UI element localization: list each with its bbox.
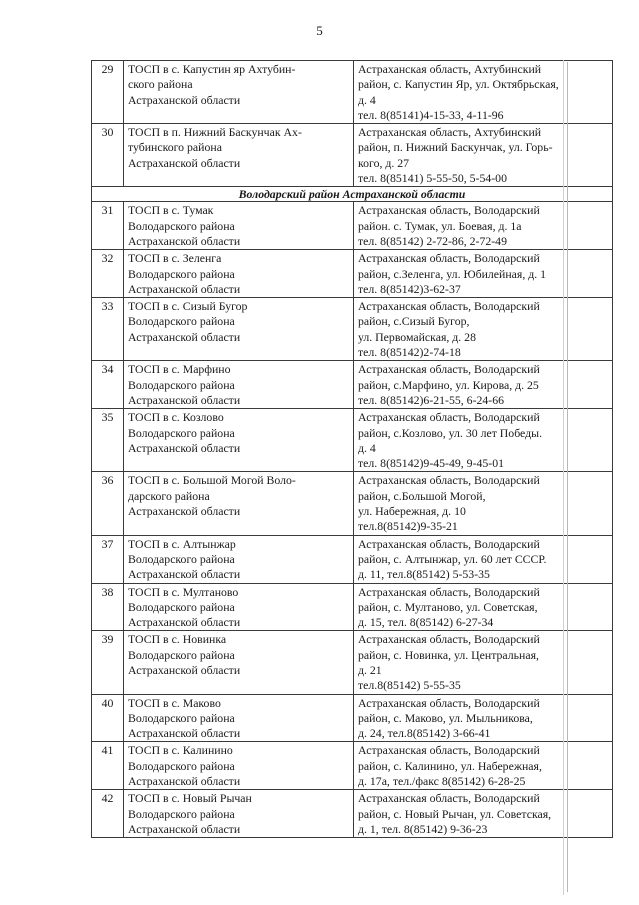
address-line: Астраханская область, Володарский [358,743,540,758]
office-name-line: Астраханской области [128,440,241,455]
office-name-line: Володарского района [128,647,235,662]
office-name-line: Володарского района [128,425,235,440]
office-name-line: Володарского района [128,377,235,392]
office-name-line: ТОСП в с. Новый Рычан [128,791,252,806]
address-line: тел. 8(85142)9-45-49, 9-45-01 [358,456,505,471]
address-line: тел. 8(85142)2-74-18 [358,345,461,360]
address-line: тел. 8(85142) 2-72-86, 2-72-49 [358,233,507,248]
table-body-upper [92,61,613,187]
address-line: Астраханская область, Володарский [358,791,540,806]
office-name-line: ского района [128,77,193,92]
office-name-line: Володарского района [128,710,235,725]
address-line: Астраханская область, Ахтубинский [358,62,542,76]
office-name-cell [124,298,354,361]
address-cell [354,694,613,742]
office-name-line: Астраханской области [128,392,241,407]
address-line: тел. 8(85142)6-21-55, 6-24-66 [358,392,505,407]
address-line: д. 4 [358,440,376,455]
address-line: тел.8(85142)9-35-21 [358,519,458,534]
office-name-cell [124,583,354,631]
address-line: д. 1, тел. 8(85142) 9-36-23 [358,821,488,836]
address-line: Астраханская область, Володарский [358,632,540,647]
address-line: район, с. Мултаново, ул. Советская, [358,599,538,614]
address-cell [354,631,613,694]
office-name-line: Володарского района [128,599,235,614]
office-name-line: Володарского района [128,758,235,773]
address-line: район, с. Новый Рычан, ул. Советская, [358,806,552,821]
office-name-line: ТОСП в с. Маково [128,695,221,710]
office-name-line: Астраханской области [128,774,241,789]
address-line: район, п. Нижний Баскунчак, ул. Горь- [358,140,553,155]
address-cell [354,790,613,838]
table-row [92,61,613,124]
address-cell [354,61,613,124]
address-cell [354,472,613,535]
address-cell [354,361,613,409]
address-line: район, с.Сизый Бугор, [358,314,470,329]
table-row [92,583,613,631]
address-cell [354,124,613,187]
row-number: 31 [92,202,124,250]
table-row [92,790,613,838]
row-number: 36 [92,472,124,535]
address-line: ул. Набережная, д. 10 [358,504,466,519]
office-name-cell [124,409,354,472]
row-number: 33 [92,298,124,361]
office-name-line: Астраханской области [128,92,241,107]
table-row [92,250,613,298]
office-name-line: ТОСП в с. Тумак [128,203,214,218]
row-number: 35 [92,409,124,472]
address-line: д. 4 [358,92,376,107]
office-name-cell [124,361,354,409]
office-name-cell [124,631,354,694]
row-number: 30 [92,124,124,187]
address-line: д. 24, тел.8(85142) 3-66-41 [358,726,491,741]
office-name-line: Володарского района [128,806,235,821]
row-number: 32 [92,250,124,298]
office-name-cell [124,124,354,187]
office-name-line: Астраханской области [128,662,241,677]
section-title: Володарский район Астраханской области [92,187,613,202]
address-line: Астраханская область, Володарский [358,410,540,425]
address-line: район, с. Алтынжар, ул. 60 лет СССР. [358,551,547,566]
address-line: ул. Первомайская, д. 28 [358,329,476,344]
address-cell [354,535,613,583]
address-line: Астраханская область, Ахтубинский [358,125,542,140]
office-name-cell [124,250,354,298]
office-name-line: ТОСП в с. Зеленга [128,251,222,266]
address-cell [354,202,613,250]
page-number: 5 [316,23,323,38]
office-name-cell [124,535,354,583]
office-name-line: Астраханской области [128,281,241,296]
office-name-line: Астраханской области [128,821,241,836]
office-name-cell [124,202,354,250]
office-name-line: ТОСП в с. Мултаново [128,584,239,599]
section-header-row [92,187,613,202]
address-line: район, с.Марфино, ул. Кирова, д. 25 [358,377,539,392]
address-line: район, с. Маково, ул. Мыльникова, [358,710,533,725]
address-line: Астраханская область, Володарский [358,536,540,551]
address-cell [354,298,613,361]
address-line: тел. 8(85141) 5-55-50, 5-54-00 [358,171,507,186]
address-line: район, с. Капустин Яр, ул. Октябрьская, [358,77,559,92]
table-row [92,409,613,472]
office-name-line: Володарского района [128,314,235,329]
row-number: 37 [92,535,124,583]
office-name-line: Володарского района [128,218,235,233]
table-body-lower [92,202,613,838]
office-name-line: Астраханской области [128,726,241,741]
scan-artifact-line [563,60,564,895]
address-line: д. 15, тел. 8(85142) 6-27-34 [358,615,494,630]
address-line: Астраханская область, Володарский [358,362,540,377]
office-name-line: ТОСП в с. Капустин яр Ахтубин- [128,62,296,76]
office-name-line: ТОСП в с. Новинка [128,632,227,647]
table-row [92,298,613,361]
row-number: 40 [92,694,124,742]
address-line: район, с.Козлово, ул. 30 лет Победы. [358,425,543,440]
office-name-line: Астраханской области [128,615,241,630]
office-name-cell [124,790,354,838]
office-name-line: ТОСП в с. Алтынжар [128,536,236,551]
office-name-line: Астраханской области [128,504,241,519]
address-line: район, с. Новинка, ул. Центральная, [358,647,539,662]
section-body [92,187,613,202]
address-line: д. 11, тел.8(85142) 5-53-35 [358,567,490,582]
table-row [92,742,613,790]
address-line: кого, д. 27 [358,155,410,170]
office-name-line: Володарского района [128,266,235,281]
scan-artifact-line [567,62,568,892]
address-cell [354,583,613,631]
office-name-cell [124,742,354,790]
office-name-line: Володарского района [128,551,235,566]
office-name-line: Астраханской области [128,567,241,582]
address-cell [354,742,613,790]
address-cell [354,250,613,298]
table-row [92,124,613,187]
office-name-cell [124,694,354,742]
row-number: 38 [92,583,124,631]
office-name-line: ТОСП в с. Калинино [128,743,233,758]
address-line: район, с. Калинино, ул. Набережная, [358,758,542,773]
address-line: Астраханская область, Володарский [358,203,540,218]
office-name-line: ТОСП в с. Козлово [128,410,224,425]
table-row [92,694,613,742]
office-name-line: ТОСП в п. Нижний Баскунчак Ах- [128,125,302,140]
table-row [92,361,613,409]
office-name-cell [124,61,354,124]
table-row [92,535,613,583]
office-name-cell [124,472,354,535]
address-line: тел.8(85142) 5-55-35 [358,678,461,693]
address-line: Астраханская область, Володарский [358,251,540,266]
address-line: Астраханская область, Володарский [358,473,540,488]
address-line: район, с.Большой Могой, [358,488,486,503]
office-name-line: Астраханской области [128,155,241,170]
address-line: тел. 8(85142)3-62-37 [358,281,461,296]
address-line: тел. 8(85141)4-15-33, 4-11-96 [358,107,504,122]
row-number: 41 [92,742,124,790]
table-row [92,631,613,694]
row-number: 42 [92,790,124,838]
address-cell [354,409,613,472]
address-line: Астраханская область, Володарский [358,695,540,710]
row-number: 29 [92,61,124,124]
office-name-line: тубинского района [128,140,222,155]
address-line: д. 17а, тел./факс 8(85142) 6-28-25 [358,774,526,789]
office-name-line: Астраханской области [128,233,241,248]
tosp-table [91,60,613,838]
table-row [92,472,613,535]
row-number: 39 [92,631,124,694]
address-line: район. с. Тумак, ул. Боевая, д. 1а [358,218,522,233]
address-line: Астраханская область, Володарский [358,299,540,314]
office-name-line: ТОСП в с. Большой Могой Воло- [128,473,296,488]
address-line: район, с.Зеленга, ул. Юбилейная, д. 1 [358,266,547,281]
office-name-line: ТОСП в с. Марфино [128,362,231,377]
office-name-line: ТОСП в с. Сизый Бугор [128,299,248,314]
office-name-line: дарского района [128,488,210,503]
address-line: Астраханская область, Володарский [358,584,540,599]
row-number: 34 [92,361,124,409]
address-line: д. 21 [358,662,382,677]
table-row [92,202,613,250]
office-name-line: Астраханской области [128,329,241,344]
